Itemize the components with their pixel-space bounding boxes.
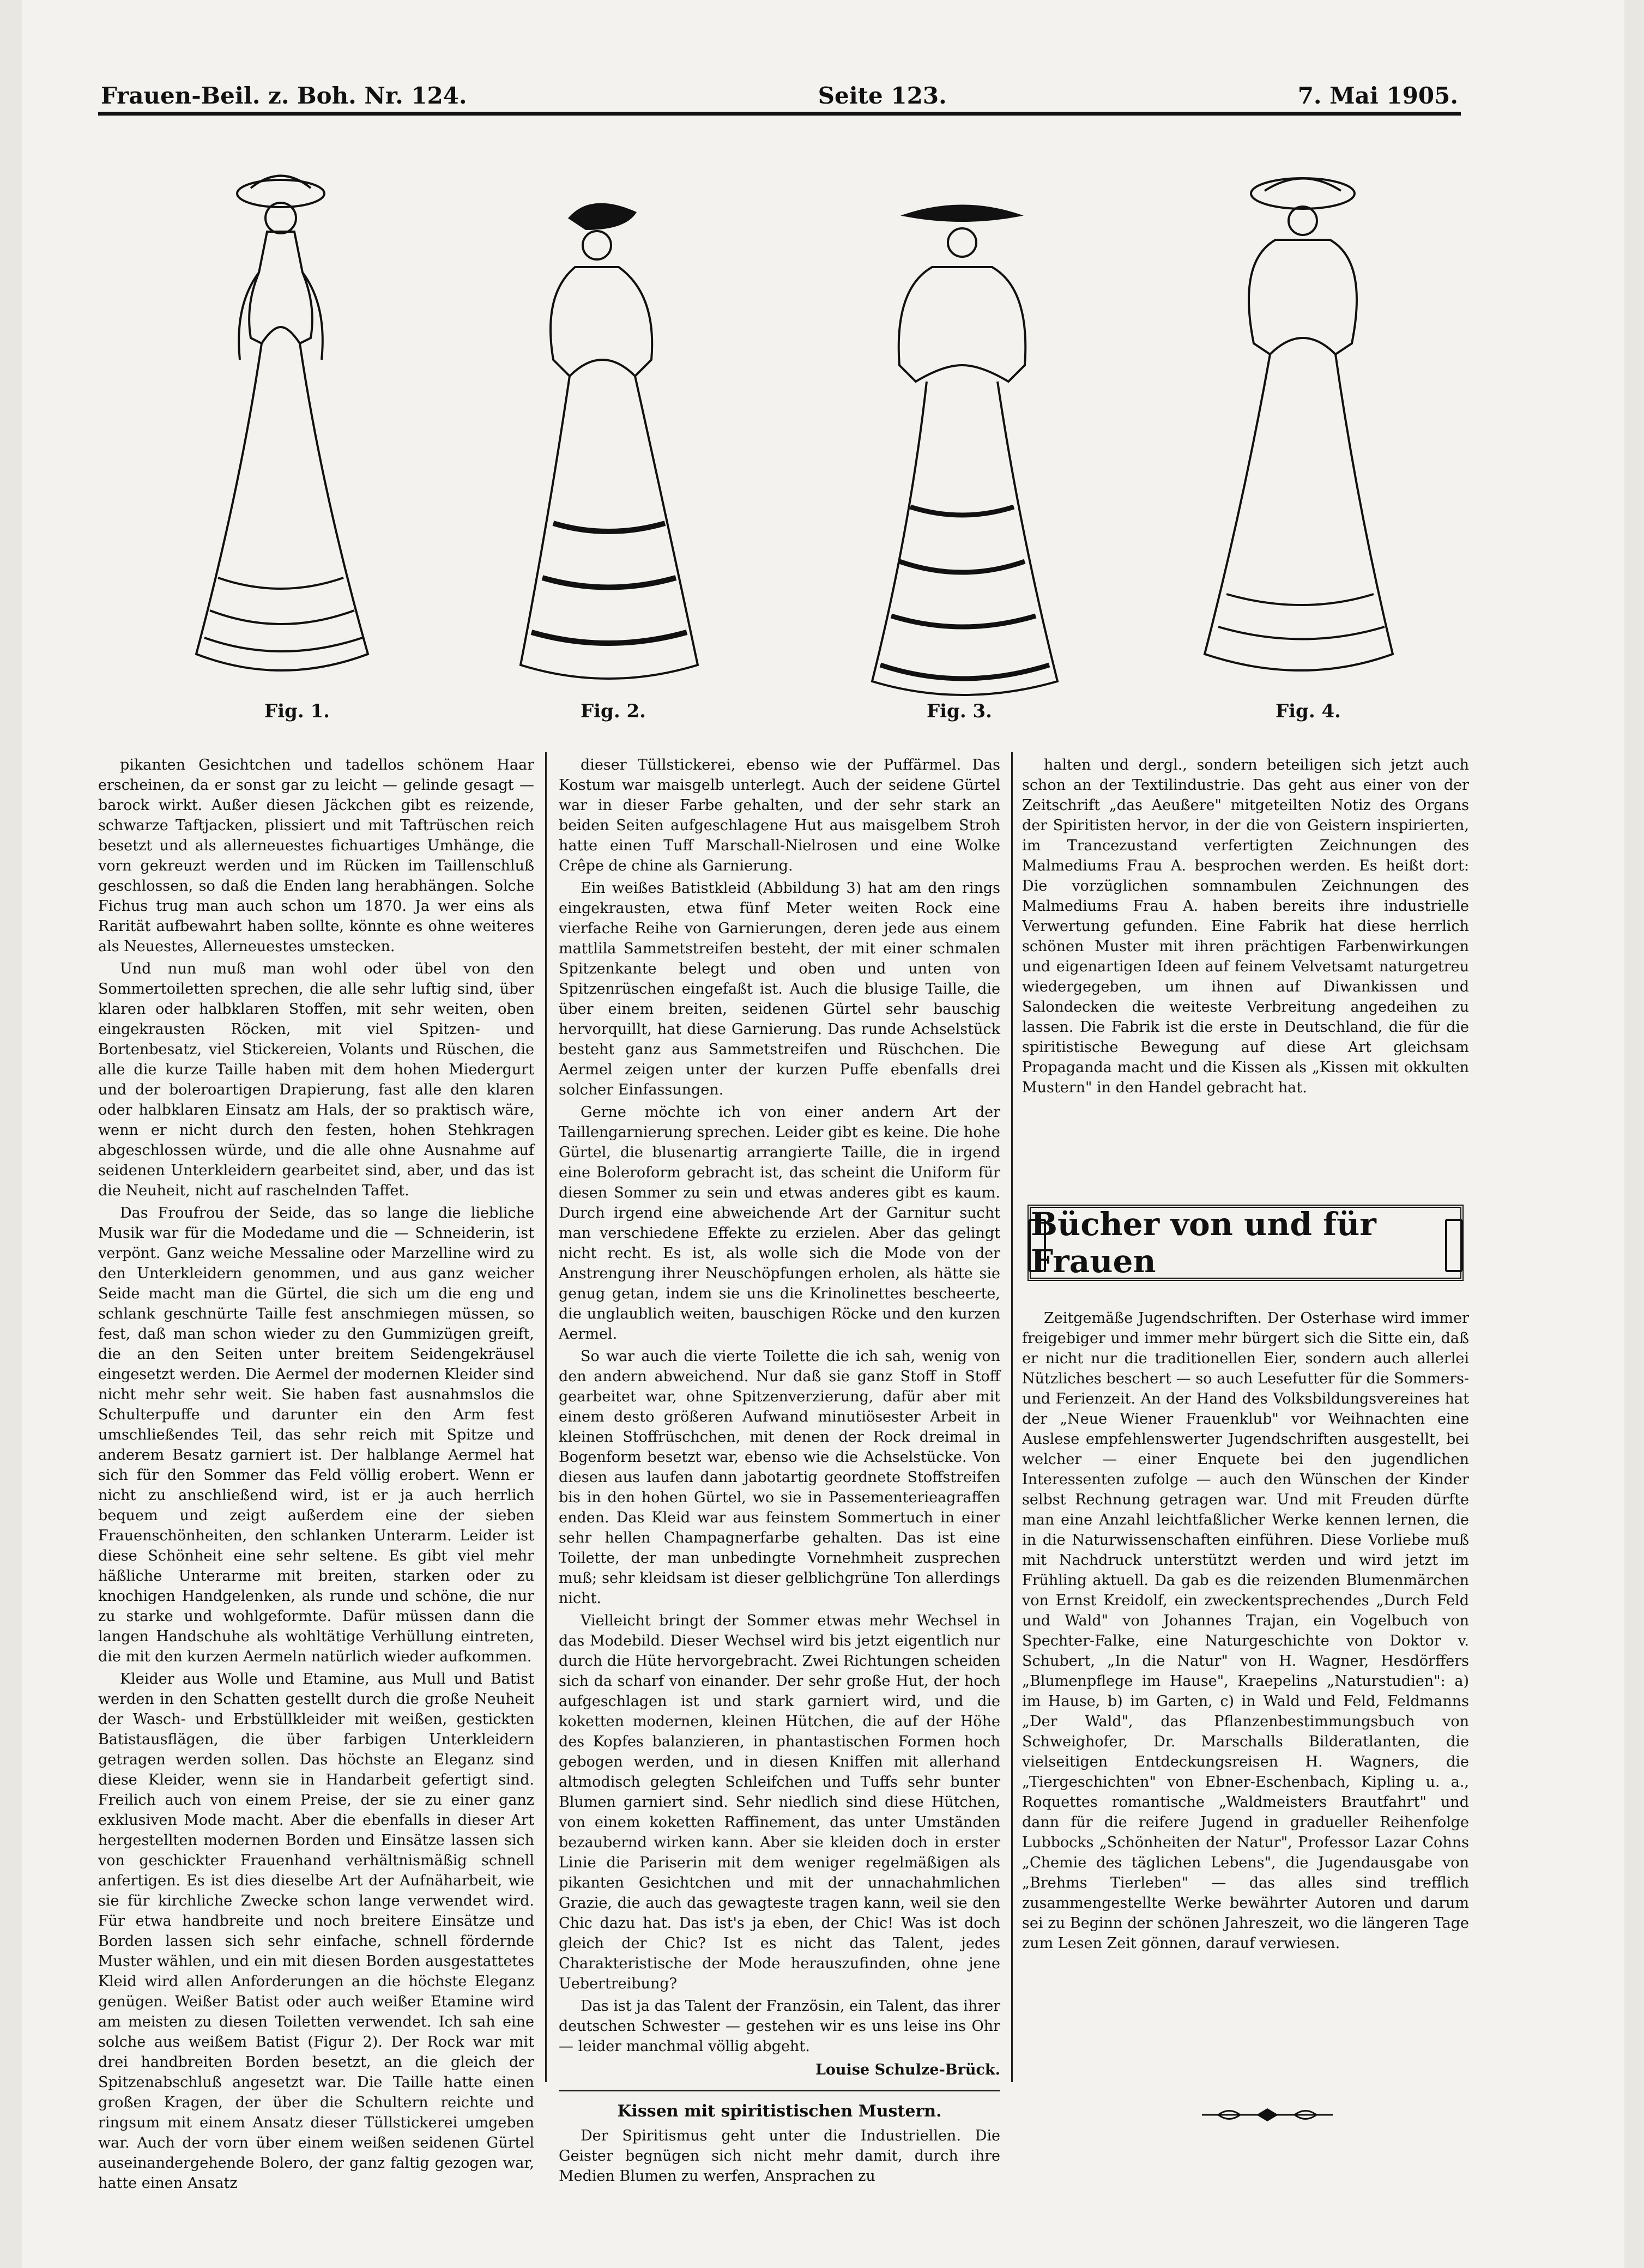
section-banner-title: Bücher von und für Frauen xyxy=(1031,1206,1376,1280)
author-signature: Louise Schulze-Brück. xyxy=(815,2061,1000,2078)
ornament-icon xyxy=(1445,1219,1462,1272)
figure-caption: Fig. 2. xyxy=(581,700,646,722)
header-page-number: Seite 123. xyxy=(818,82,947,109)
paragraph: halten und dergl., sondern beteiligen sich jetzt auch schon an der Textilindustrie. Das geht aus einer von der Zeitschrift „das Aeußere" mitgeteilten Notiz des Organs der Spiritisten hervor, in der die von Geistern inspirierten, im Trancezustand verfertigten Zeichnungen des Malmediums Frau A. besprochen werden. Es heißt dort: Die vorzüglichen somnambulen Zeichnungen des Malmediums Frau A. haben bereits ihre industrielle Verwertung gefunden. Eine Fabrik hat diese herrlich schönen Muster mit ihren prächtigen Farbenwirkungen und eigenartigen Ideen auf feinem Velvetsamt naturgetreu wiedergegeben, um ihnen auf Diwankissen und Salondecken die weiteste Verbreitung angedeihen zu lassen. Die Fabrik ist die erste in Deutschland, die für die spiritistische Bewegung auf diese Art gleichsam Propaganda macht und die Kissen als „Kissen mit okkulten Mustern" in den Handel gebracht hat. xyxy=(1022,757,1469,1096)
article-column-3 xyxy=(1022,755,1469,1109)
header-date: 7. Mai 1905. xyxy=(1297,82,1458,109)
ornament-icon xyxy=(1029,1219,1046,1272)
figure-caption: Fig. 1. xyxy=(264,700,330,722)
paragraph: So war auch die vierte Toilette die ich sah, wenig von den andern abweichend. Nur daß sie ganz Stoff in Stoff gearbeitet war, ohne Spitzenverzierung, dafür aber mit einem desto größeren Aufwand minutiösester Arbeit in kleinen Stoffrüschchen, mit denen der Rock dreimal in Bogenform besetzt war, ebenso wie die Achselstücke. Von diesen aus laufen dann jabotartig geordnete Stoffstreifen bis in den hohen Gürtel, wo sie in Passementerieagraffen enden. Das Kleid war aus feinstem Sommertuch in einer sehr hellen Champagnerfarbe gehalten. Das ist eine Toilette, der man unbedingte Vornehmheit zusprechen muß; sehr kleidsam ist dieser gelblichgrüne Ton allerdings nicht. xyxy=(559,1348,1000,1607)
paragraph: pikanten Gesichtchen und tadellos schönem Haar erscheinen, da er sonst gar zu leicht — gelinde gesagt — barock wirkt. Außer diesen Jäckchen gibt es reizende, schwarze Taftjacken, plissiert und mit Taftrüschen reich besetzt und als allerneuestes fichuartiges Umhänge, die vorn gekreuzt werden und im Rücken im Taillenschluß geschlossen, so daß die Enden lang herabhängen. Solche Fichus trug man auch schon um 1870. Ja wer eins als Rarität aufbewahrt haben sollte, könnte es ohne weiteres als Neuestes, Allerneuestes umstecken. xyxy=(98,757,534,955)
paragraph: Zeitgemäße Jugendschriften. Der Osterhase wird immer freigebiger und immer mehr bürgert sich die Sitte ein, daß er nicht nur die traditionellen Eier, sondern auch allerlei Nützliches beschert — so auch Lesefutter für die Sommers- und Ferienzeit. An der Hand des Volksbildungsvereines hat der „Neue Wiener Frauenklub" vor Weihnachten eine Auslese empfehlenswerter Jugendschriften ausgestellt, bei welcher — einer Enquete bei den jugendlichen Interessenten zufolge — auch den Wünschen der Kinder selbst Rechnung getragen war. Und mit Freuden dürfte man eine Anzahl leichtfaßlicher Werke kennen lernen, die in die Naturwissenschaften einführen. Diese Vorliebe muß mit Nachdruck unterstützt werden und wird jetzt im Frühling aktuell. Da gab es die reizenden Blumenmärchen von Ernst Kreidolf, ein zweckentsprechendes „Durch Feld und Wald" von Johannes Trajan, ein Vogelbuch von Spechter-Falke, eine Naturgeschichte von Doktor v. Schubert, „In die Natur" von H. Wagner, Hesdörffers „Blumenpflege im Hause", Kraepelins „Naturstudien": a) im Hause, b) im Garten, c) in Wald und Feld, Feldmanns „Der Wald", das Pflanzenbestimmungsbuch von Schweighofer, Dr. Marschalls Bilderatlanten, die vielseitigen Entdeckungsreisen H. Wagners, die „Tiergeschichten" von Ebner-Eschenbach, Kipling u. a., Roquettes romantische „Waldmeisters Brautfahrt" und dann für die reifere Jugend in gradueller Reihenfolge Lubbocks „Schönheiten der Natur", Professor Lazar Cohns „Chemie des täglichen Lebens", die Jugendausgabe von „Brehms Tierleben" — das alles sind trefflich zusammengestellte Werke bewährter Autoren und darum sei zu Beginn der schönen Jahreszeit, wo die längeren Tage zum Lesen Zeit gönnen, darauf verwiesen. xyxy=(1022,1310,1469,1952)
column-divider xyxy=(1011,752,1013,2082)
figure-caption: Fig. 3. xyxy=(927,700,992,722)
figure-3 xyxy=(861,202,1068,703)
figure-4 xyxy=(1194,169,1401,692)
figure-caption: Fig. 4. xyxy=(1276,700,1341,722)
section-divider xyxy=(559,2090,1000,2091)
end-ornament-icon xyxy=(1196,2104,1338,2126)
figure-1 xyxy=(180,164,387,698)
header-publication: Frauen-Beil. z. Boh. Nr. 124. xyxy=(101,82,467,109)
figure-2 xyxy=(510,196,706,698)
paragraph: Und nun muß man wohl oder übel von den Sommertoiletten sprechen, die alle sehr luftig sind, über klaren oder halbklaren Stoffen, mit sehr weiten, oben eingekrausten Röcken, mit viel Spitzen- und Bortenbesatz, viel Stickereien, Volants und Rüschen, die alle die kurze Taille haben mit dem hohen Miedergurt und der boleroartigen Drapierung, fast alle den klaren oder halbklaren Einsatz am Hals, der so praktisch wäre, wenn er nicht durch den festen, hohen Stehkragen abgeschlossen würde, und die alle ohne Ausnahme auf seidenen Unterkleidern gearbeitet sind, aber, und das ist die Neuheit, nicht auf raschelnden Taffet. xyxy=(98,960,534,1199)
article-column-3-books xyxy=(1022,1308,1469,2071)
paragraph: Der Spiritismus geht unter die Industriellen. Die Geister begnügen sich nicht mehr damit, durch ihre Medien Blumen zu werfen, Ansprachen zu xyxy=(559,2127,1000,2185)
column-divider xyxy=(545,752,547,2082)
woman-dress-illustration-icon xyxy=(1194,169,1401,692)
paragraph: Ein weißes Batistkleid (Abbildung 3) hat am den rings eingekrausten, etwa fünf Meter weiten Rock eine vierfache Reihe von Garnierungen, deren jede aus einem mattlila Sammetstreifen besteht, der mit einer schmalen Spitzenkante belegt und oben und unten von Spitzenrüschen eingefaßt ist. Auch die blusige Taille, die über einem breiten, seidenen Gürtel sehr bauschig hervorquillt, hat diese Garnierung. Das runde Achselstück besteht ganz aus Sammetstreifen und Rüschchen. Die Aermel zeigen unter der kurzen Puffe ebenfalls drei solcher Einfassungen. xyxy=(559,880,1000,1098)
article-heading: Kissen mit spiritistischen Mustern. xyxy=(617,2102,942,2121)
paragraph: Kleider aus Wolle und Etamine, aus Mull und Batist werden in den Schatten gestellt durch die große Neuheit der Wasch- und Erbstüllkleider mit weißen, gestickten Batistausflägen, die über farbigen Unterkleidern getragen werden sollen. Das höchste an Eleganz sind diese Kleider, wenn sie in Handarbeit gefertigt sind. Freilich auch von einem Preise, der sie zu einer ganz exklusiven Mode macht. Aber die ebenfalls in dieser Art hergestellten modernen Borden und Einsätze lassen sich von geschickter Frauenhand verhältnismäßig schnell anfertigen. Es ist dies dieselbe Art der Aufnäharbeit, wie sie für kirchliche Zwecke schon lange verwendet wird. Für etwa handbreite und noch breitere Einsätze und Borden lassen sich sehr einfache, schnell fördernde Muster wählen, und ein mit diesen Borden ausgestattetes Kleid wird allen Anforderungen an die höchste Eleganz genügen. Weißer Batist oder auch weißer Etamine wird am meisten zu diesen Toiletten verwendet. Ich sah eine solche aus weißem Batist (Figur 2). Der Rock war mit drei handbreiten Borden besetzt, an die gleich der Spitzenabschluß angesetzt war. Die Taille hatte einen großen Kragen, der über die Schultern reichte und ringsum mit einem Ansatz dieser Tüllstickerei umgeben war. Auch der vorn über einem weißen seidenen Gürtel auseinandergehende Bolero, der ganz faltig gezogen war, hatte einen Ansatz xyxy=(98,1671,534,2192)
page-header xyxy=(101,76,1458,109)
woman-dress-illustration-icon xyxy=(861,202,1068,703)
article-column-1 xyxy=(98,755,534,2192)
article-column-2 xyxy=(559,755,1000,2185)
section-banner xyxy=(1028,1205,1464,1281)
paragraph: Das ist ja das Talent der Französin, ein Talent, das ihrer deutschen Schwester — gestehen wir es uns leise ins Ohr — leider manchmal völlig abgeht. xyxy=(559,1998,1000,2055)
paragraph: Vielleicht bringt der Sommer etwas mehr Wechsel in das Modebild. Dieser Wechsel wird bis jetzt eigentlich nur durch die Hüte hervorgebracht. Zwei Richtungen scheiden sich da scharf von einander. Der sehr große Hut, der hoch aufgeschlagen ist und stark garniert wird, und die koketten modernen, kleinen Hütchen, die auf der Höhe des Kopfes balanzieren, in phantastischen Formen hoch gebogen werden, und in diesen Kniffen mit allerhand altmodisch gelegten Schleifchen und Tuffs sehr bunter Blumen garniert sind. Sehr niedlich sind diese Hütchen, von einem koketten Raffinement, das unter Umständen bezaubernd wirken kann. Aber sie kleiden doch in erster Linie die Pariserin mit dem weniger regelmäßigen als pikanten Gesichtchen und mit der unnachahmlichen Grazie, die auch das gewagteste tragen kann, weil sie den Chic dazu hat. Das ist's ja eben, der Chic! Was ist doch gleich der Chic? Ist es nicht das Talent, jedes Charakteristische der Mode herauszufinden, ohne jene Uebertreibung? xyxy=(559,1612,1000,1992)
woman-dress-illustration-icon xyxy=(510,196,706,698)
paragraph: dieser Tüllstickerei, ebenso wie der Puffärmel. Das Kostum war maisgelb unterlegt. Auch der seidene Gürtel war in dieser Farbe gehalten, und der sehr stark an beiden Seiten aufgeschlagene Hut aus maisgelbem Stroh hatte einen Tuff Marschall-Nielrosen und eine Wolke Crêpe de chine als Garnierung. xyxy=(559,757,1000,874)
paragraph: Gerne möchte ich von einer andern Art der Taillengarnierung sprechen. Leider gibt es keine. Die hohe Gürtel, die blusenartig arrangierte Taille, die in irgend eine Boleroform gebracht ist, das scheint die Uniform für diesen Sommer zu sein und etwas anderes gibt es kaum. Durch irgend eine abweichende Art der Garnitur sucht man verschiedene Effekte zu erzielen. Aber das gelingt nicht recht. Es ist, als wolle sich die Mode von der Anstrengung ihrer Neuschöpfungen erholen, als hätte sie genug getan, indem sie uns die Krinolinettes bescheerte, die unglaublich weiten, bauschigen Röcke und den kurzen Aermel. xyxy=(559,1104,1000,1342)
paragraph: Das Froufrou der Seide, das so lange die liebliche Musik war für die Modedame und die — Schneiderin, ist verpönt. Ganz weiche Messaline oder Marzelline wird zu den Unterkleidern genommen, und aus ganz weicher Seide macht man die Gürtel, die sich um die eng und schlank geschnürte Taille fest anschmiegen müssen, so fest, daß man schon wieder zu den Gummizügen greift, die an den Seiten unter breitem Seidengekräusel eingesetzt werden. Die Aermel der modernen Kleider sind nicht mehr sehr weit. Sie haben fast ausnahmslos die Schulterpuffe und darunter ein den Arm fest umschließendes Teil, das sehr reich mit Spitze und anderem Besatz garniert ist. Der halblange Aermel hat sich für den Sommer das Feld völlig erobert. Wenn er nicht zu anschließend wird, ist er ja auch herrlich bequem und zeigt außerdem eine der sieben Frauenschönheiten, den schlanken Unterarm. Leider ist diese Schönheit eine sehr seltene. Es gibt viel mehr häßliche Unterarme mit breiten, starken oder zu knochigen Handgelenken, als runde und schöne, die nur zu starke und wohlgeformte. Dafür müssen dann die langen Handschuhe als wohltätige Verhüllung eintreten, die mit den kurzen Aermeln natürlich wieder aufkommen. xyxy=(98,1205,534,1665)
header-rule xyxy=(98,112,1461,116)
woman-dress-illustration-icon xyxy=(180,164,387,698)
